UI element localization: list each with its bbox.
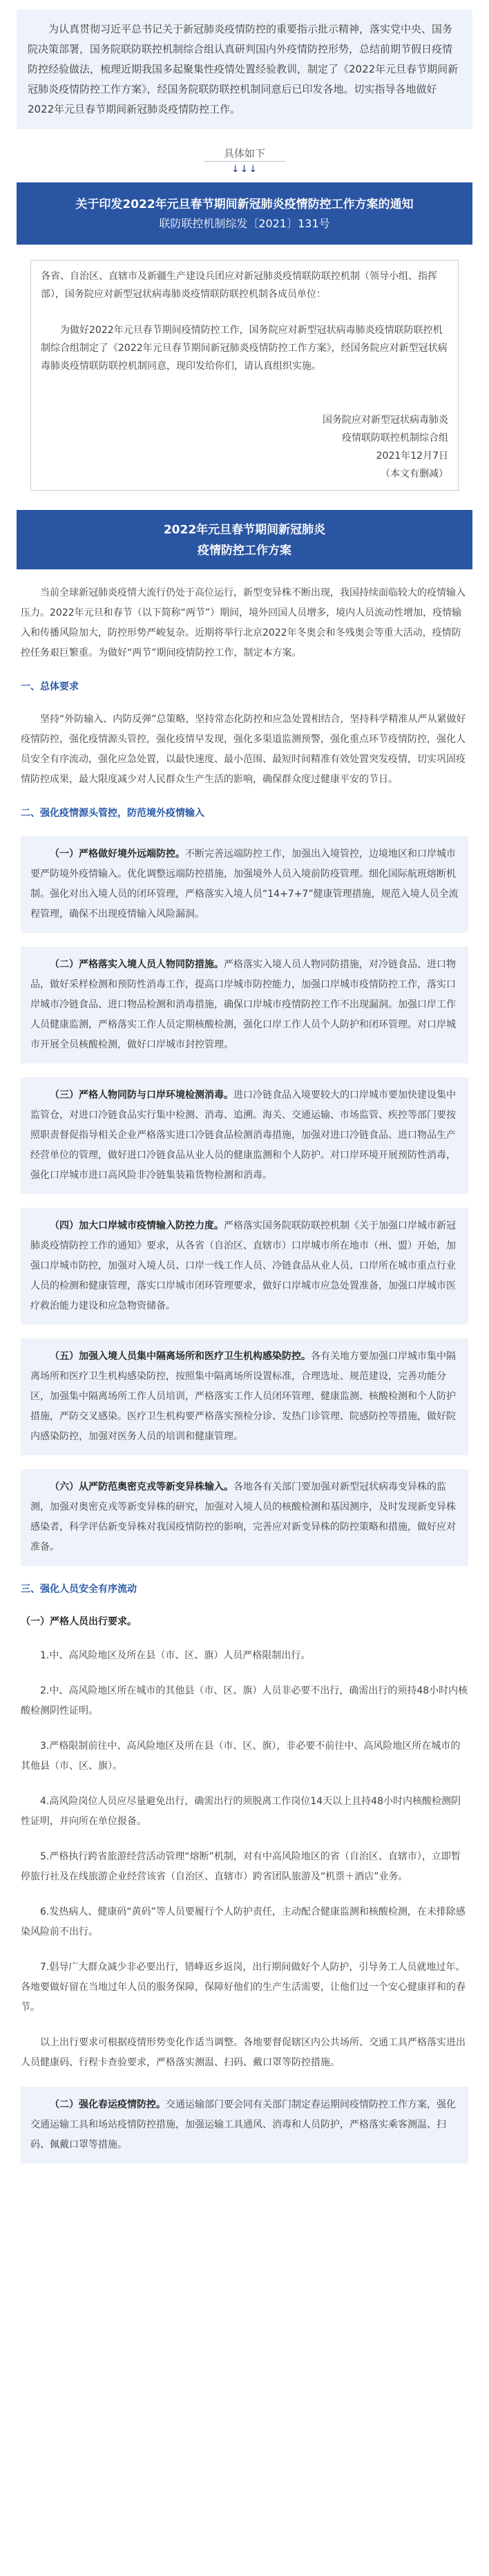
down-arrows-icon: ↓↓↓ xyxy=(231,164,258,175)
divider-title: 具体如下 xyxy=(223,147,265,160)
measure-text: 严格落实国务院联防联控机制《关于加强口岸城市新冠肺炎疫情防控工作的通知》要求，从各省（自治区、直辖市）口岸城市所在地市（州、盟）开始，加强口岸城市防控，加强对入境人员、口岸一线工作人员、冷链食品从业人员、口岸所在城市重点行业人员的检测和健康管理，落实口岸城市闭环管理要求，做好口岸城市应急处置准备，加强口岸城市医疗救治能力建设和应急物资储备。 xyxy=(30,1220,456,1311)
measure-lead: （六）从严防范奥密克戎等新变异株输入。 xyxy=(50,1481,233,1493)
notice-content xyxy=(30,260,459,491)
sub-heading: （一）严格人员出行要求。 xyxy=(21,1616,137,1627)
measure-lead: （四）加大口岸城市疫情输入防控力度。 xyxy=(50,1220,224,1231)
measure-lead: （二）严格落实入境人员人物同防措施。 xyxy=(50,959,224,970)
measure-item xyxy=(21,1338,468,1455)
section-heading: 三、强化人员安全有序流动 xyxy=(21,1584,137,1595)
measure-item xyxy=(21,1469,468,1566)
section-heading: 二、强化疫情源头管控，防范境外疫情输入 xyxy=(21,808,204,819)
plan-body xyxy=(21,583,468,2163)
notice-signature-line: 疫情联防联控机制综合组 xyxy=(342,433,448,444)
measure-item xyxy=(21,947,468,1063)
intro-paragraph: 为认真贯彻习近平总书记关于新冠肺炎疫情防控的重要指示批示精神，落实党中央、国务院决策部署，国务院联防联控机制综合组认真研判国内外疫情防控形势，总结前期节假日疫情防控经验做法，梳理近期我国多起聚集性疫情处置经验教训，制定了《2022年元旦春节期间新冠肺炎疫情防控工作方案》，经国务院联防联控机制同意后已印发各地。切实指导各地做好2022年元旦春节期间新冠肺炎疫情防控工作。 xyxy=(17,10,472,129)
plan-title-line: 疫情防控工作方案 xyxy=(198,544,291,558)
measure-item xyxy=(21,836,468,933)
notice-doc-number: 联防联控机制综发〔2021〕131号 xyxy=(159,217,330,230)
notice-title: 关于印发2022年元旦春节期间新冠肺炎疫情防控工作方案的通知 xyxy=(75,198,414,211)
list-item: 3.严格限制前往中、高风险地区及所在县（市、区、旗），非必要不前往中、高风险地区所在城市的其他县（市、区、旗）。 xyxy=(21,1741,461,1772)
plan-title-banner xyxy=(17,510,472,569)
list-item: 2.中、高风险地区所在城市的其他县（市、区、旗）人员非必要不出行，确需出行的须持48小时内核酸检测阴性证明。 xyxy=(21,1685,468,1716)
measure-text: 各有关地方要加强口岸城市集中隔离场所和医疗卫生机构感染防控，按照集中隔离场所设置标准，合理选址、规范建设，完善功能分区，加强集中隔离场所工作人员培训，严格落实工作人员闭环管理、健康监测、核酸检测和个人防护措施，严防交叉感染。医疗卫生机构要严格落实预检分诊、发热门诊管理、院感防控等措施，做好院内感染防控，加强对医务人员的培训和健康管理。 xyxy=(30,1351,456,1442)
measure-text: 严格落实入境人员人物同防措施，对冷链食品、进口物品，做好采样检测和预防性消毒工作，提高口岸城市防控能力，加强口岸城市疫情防控工作，落实口岸城市冷链食品、进口物品检测和消毒措施，确保口岸城市疫情防控工作不出现漏洞。加强口岸工作人员健康监测，严格落实工作人员定期核酸检测，强化口岸工作人员个人防护和闭环管理。对口岸城市开展全员核酸检测，做好口岸城市封控管理。 xyxy=(30,959,456,1050)
section-paragraph: 坚持“外防输入、内防反弹”总策略，坚持常态化防控和应急处置相结合，坚持科学精准从严从紧做好疫情防控，强化疫情源头管控，强化疫情早发现，强化多渠道监测预警，强化重点环节疫情防控，强化人员安全有序流动，强化应急处置，以最快速度、最小范围、最短时间精准有效处置突发疫情，切实巩固疫情防控成果，最大限度减少对人民群众生产生活的影响，确保群众度过健康平安的节日。 xyxy=(21,714,466,785)
measure-text: 进口冷链食品入境要较大的口岸城市要加快建设集中监管仓，对进口冷链食品实行集中检测、消毒、追溯。海关、交通运输、市场监管、疾控等部门要按照职责督促指导相关企业严格落实进口冷链食品检测消毒措施，加强对进口冷链食品、进口物品生产经营单位的管理，做好进口冷链食品从业人员的健康监测和个人防护。对口岸环境开展预防性消毒，强化口岸城市进口高风险非冷链集装箱货物检测和消毒。 xyxy=(30,1090,456,1181)
notice-abridged-note: （本文有删减） xyxy=(381,468,448,480)
list-item: 5.严格执行跨省旅游经营活动管理“熔断”机制，对有中高风险地区的省（自治区、直辖市），立即暂停旅行社及在线旅游企业经营该省（自治区、直辖市）跨省团队旅游及“机票＋酒店”业务。 xyxy=(21,1851,461,1882)
plan-title-line: 2022年元旦春节期间新冠肺炎 xyxy=(163,523,326,537)
notice-date: 2021年12月7日 xyxy=(376,451,448,462)
measure-lead: （一）严格做好境外远端防控。 xyxy=(50,849,185,860)
list-item: 1.中、高风险地区及所在县（市、区、旗）人员严格限制出行。 xyxy=(40,1650,311,1661)
measure-text: 各地各有关部门要加强对新型冠状病毒变异株的监测，加强对奥密克戎等新变异株的研究，加强对入境人员的核酸检测和基因测序，及时发现新变异株感染者，科学评估新变异株对我国疫情防控的影响，完善应对新变异株的防控策略和措施，做好应对准备。 xyxy=(30,1481,456,1553)
measure-item xyxy=(21,1208,468,1325)
list-item: 4.高风险岗位人员应尽量避免出行，确需出行的须脱离工作岗位14天以上且持48小时内核酸检测阴性证明，并向所在单位报备。 xyxy=(21,1796,461,1827)
measure-item xyxy=(21,1077,468,1194)
divider xyxy=(0,146,489,177)
measure-lead: （二）强化春运疫情防控。 xyxy=(50,2099,166,2110)
list-item: 7.倡导广大群众减少非必要出行，错峰返乡返岗，出行期间做好个人防护，引导务工人员就地过年。各地要做好留在当地过年人员的服务保障，保障好他们的生产生活需要，让他们过一个安心健康祥和的春节。 xyxy=(21,1962,466,2013)
measure-text: 交通运输部门要会同有关部门制定春运期间疫情防控工作方案，强化交通运输工具和场站疫情防控措施，加强运输工具通风、消毒和人员防护，严格落实乘客测温、扫码、佩戴口罩等措施。 xyxy=(30,2099,456,2150)
plan-preface: 当前全球新冠肺炎疫情大流行仍处于高位运行，新型变异株不断出现，我国持续面临较大的疫情输入压力。2022年元旦和春节（以下简称“两节”）期间，境外回国人员增多，境内人员流动性增加，疫情输入和传播风险加大，防控形势严峻复杂。近期将举行北京2022年冬奥会和冬残奥会等重大活动，疫情防控任务艰巨繁重。为做好“两节”期间疫情防控工作，制定本方案。 xyxy=(21,587,466,659)
measure-lead: （五）加强入境人员集中隔离场所和医疗卫生机构感染防控。 xyxy=(50,1351,311,1362)
measure-lead: （三）严格人物同防与口岸环境检测消毒。 xyxy=(50,1090,233,1101)
notice-signature-line: 国务院应对新型冠状病毒肺炎 xyxy=(323,415,448,426)
list-item: 6.发热病人、健康码“黄码”等人员要履行个人防护责任，主动配合健康监测和核酸检测，在未排除感染风险前不出行。 xyxy=(21,1906,466,1938)
section-heading: 一、总体要求 xyxy=(21,681,79,692)
section-paragraph: 以上出行要求可根据疫情形势变化作适当调整。各地要督促辖区内公共场所、交通工具严格落实进出人员健康码、行程卡查验要求，严格落实测温、扫码、戴口罩等防控措施。 xyxy=(21,2037,466,2068)
measure-text: 不断完善远端防控工作，加强出入境管控，边境地区和口岸城市要严防境外疫情输入。优化调整远端防控措施，加强境外人员入境前防疫管理。细化国际航班熔断机制。强化对出入境人员的闭环管理，严格落实入境人员“14+7+7”健康管理措施，规范入境人员全流程管理，确保不出现疫情输入风险漏洞。 xyxy=(30,849,459,920)
notice-title-banner xyxy=(17,182,472,245)
notice-body: 为做好2022年元旦春节期间疫情防控工作，国务院应对新型冠状病毒肺炎疫情联防联控机制综合组制定了《2022年元旦春节期间新冠肺炎疫情防控工作方案》，经国务院应对新型冠状病毒肺炎疫情联防联控机制同意，现印发给你们，请认真组织实施。 xyxy=(41,325,448,372)
notice-recipients: 各省、自治区、直辖市及新疆生产建设兵团应对新冠肺炎疫情联防联控机制（领导小组、指挥部），国务院应对新型冠状病毒肺炎疫情联防联控机制各成员单位： xyxy=(41,271,437,300)
measure-item xyxy=(21,2087,468,2163)
